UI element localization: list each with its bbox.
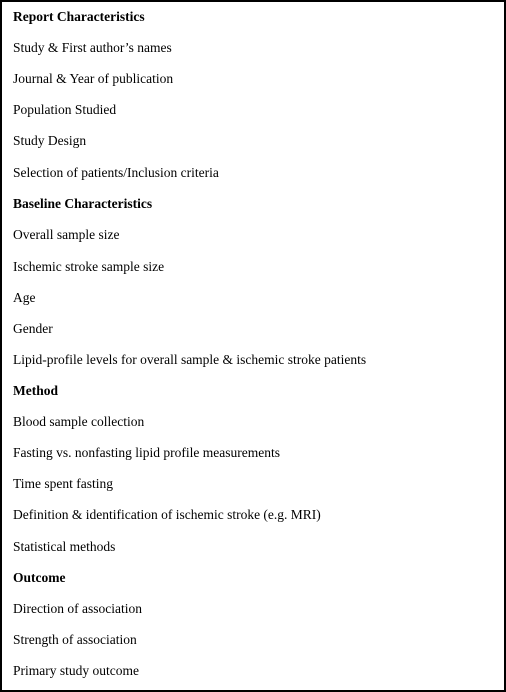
section-heading-outcome: Outcome: [13, 570, 66, 585]
list-item: Age: [13, 290, 36, 305]
list-item: Population Studied: [13, 102, 117, 117]
list-item: Statistical methods: [13, 539, 116, 554]
list-item: Strength of association: [13, 632, 137, 647]
list-item: Selection of patients/Inclusion criteria: [13, 165, 219, 180]
section-heading-baseline-characteristics: Baseline Characteristics: [13, 196, 153, 211]
list-item: Definition & identification of ischemic stroke (e.g. MRI): [13, 507, 321, 522]
section-heading-method: Method: [13, 383, 58, 398]
list-item: Journal & Year of publication: [13, 71, 174, 86]
list-item: Study Design: [13, 133, 87, 148]
section-heading-report-characteristics: Report Characteristics: [13, 9, 145, 24]
list-item: Overall sample size: [13, 227, 120, 242]
list-item: Direction of association: [13, 601, 142, 616]
list-item: Study & First author’s names: [13, 40, 172, 55]
list-item: Lipid-profile levels for overall sample & ischemic stroke patients: [13, 352, 367, 367]
list-item: Time spent fasting: [13, 476, 114, 491]
list-item: Primary study outcome: [13, 663, 139, 678]
list-item: Ischemic stroke sample size: [13, 259, 165, 274]
list-item: Fasting vs. nonfasting lipid profile measurements: [13, 445, 280, 460]
list-item: Blood sample collection: [13, 414, 145, 429]
list-item: Gender: [13, 321, 53, 336]
